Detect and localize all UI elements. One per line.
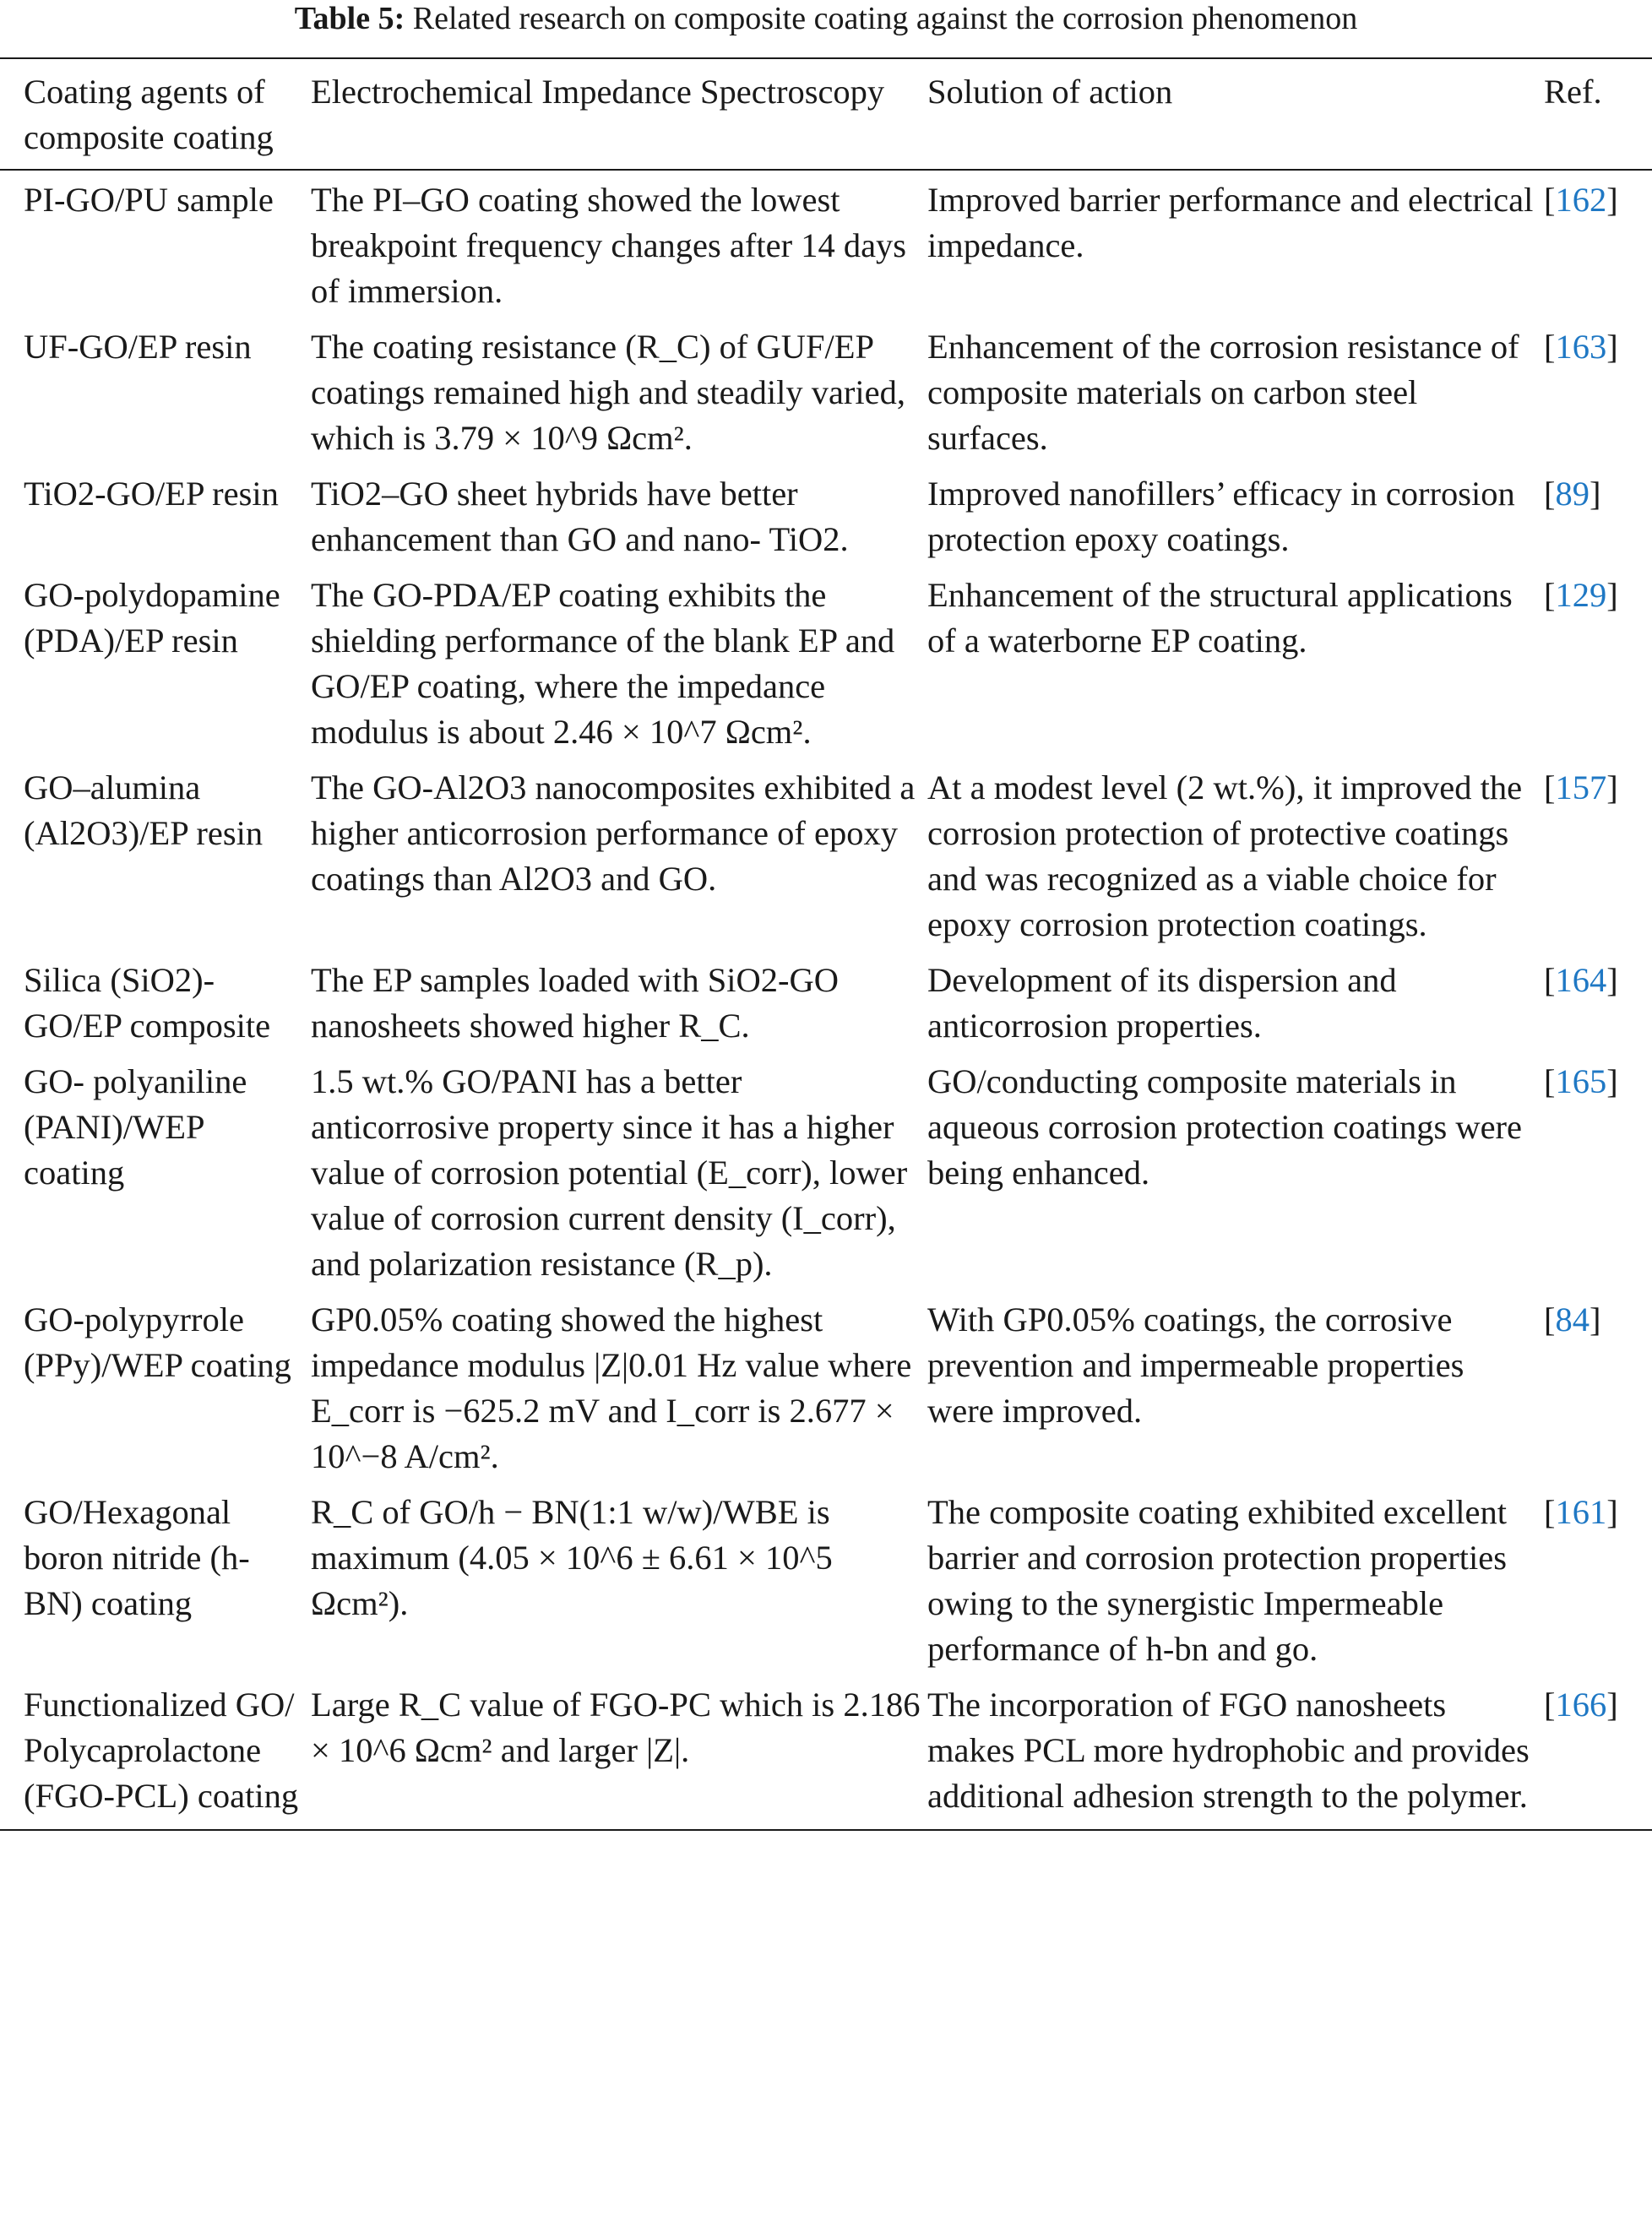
table-row xyxy=(0,765,1652,958)
cell-eis: The GO-PDA/EP coating exhibits the shielding performance of the blank EP and GO/EP coating, where the impedance modulus is about 2.46 × 10^7 Ωcm². xyxy=(311,576,895,751)
cell-eis: R_C of GO/h − BN(1:1 w/w)/WBE is maximum (4.05 × 10^6 ± 6.61 × 10^5 Ωcm²). xyxy=(311,1493,833,1622)
cell-ref: [164] xyxy=(1544,961,1618,999)
cell-solution: Enhancement of the corrosion resistance of composite materials on carbon steel surfaces. xyxy=(927,328,1519,457)
cell-eis: GP0.05% coating showed the highest impedance modulus |Z|0.01 Hz value where E_corr is −625.2 mV and I_corr is 2.677 × 10^−8 A/cm². xyxy=(311,1300,912,1475)
cell-ref: [89] xyxy=(1544,475,1601,513)
cell-solution: With GP0.05% coatings, the corrosive prevention and impermeable properties were improved. xyxy=(927,1300,1465,1430)
cell-solution: Enhancement of the structural applications of a waterborne EP coating. xyxy=(927,576,1513,660)
cell-ref: [161] xyxy=(1544,1493,1618,1531)
cell-coating: TiO2-GO/EP resin xyxy=(24,475,279,513)
cell-ref: [129] xyxy=(1544,576,1618,614)
cell-coating: GO–alumina (Al2O3)/EP resin xyxy=(24,768,264,852)
table-row xyxy=(0,170,1652,324)
cell-coating: GO- polyaniline (PANI)/WEP coating xyxy=(24,1062,247,1192)
header-ref: Ref. xyxy=(1544,73,1602,111)
table-container xyxy=(0,57,1652,1831)
cell-ref: [84] xyxy=(1544,1300,1601,1338)
reference-link[interactable]: 84 xyxy=(1555,1300,1590,1338)
cell-solution: At a modest level (2 wt.%), it improved the corrosion protection of protective coatings and was recognized as a viable choice for epoxy corrosion protection coatings. xyxy=(927,768,1523,943)
header-solution: Solution of action xyxy=(927,73,1173,111)
reference-link[interactable]: 164 xyxy=(1555,961,1607,999)
cell-ref: [162] xyxy=(1544,181,1618,219)
cell-solution: Improved barrier performance and electrical impedance. xyxy=(927,181,1534,264)
cell-solution: The incorporation of FGO nanosheets makes PCL more hydrophobic and provides additional adhesion strength to the polymer. xyxy=(927,1686,1530,1815)
cell-ref: [163] xyxy=(1544,328,1618,366)
table-row xyxy=(0,1059,1652,1297)
reference-link[interactable]: 89 xyxy=(1555,475,1590,513)
cell-solution: GO/conducting composite materials in aqueous corrosion protection coatings were being enhanced. xyxy=(927,1062,1523,1192)
cell-eis: 1.5 wt.% GO/PANI has a better anticorrosive property since it has a higher value of corrosion potential (E_corr), lower value of corrosion current density (I_corr), and polarization resistance (R_p). xyxy=(311,1062,908,1283)
table-row xyxy=(0,958,1652,1059)
table-caption-label: Table 5: xyxy=(294,1,405,36)
cell-eis: The PI–GO coating showed the lowest breakpoint frequency changes after 14 days of immersion. xyxy=(311,181,907,310)
reference-link[interactable]: 163 xyxy=(1555,328,1607,366)
header-coating-agents: Coating agents of composite coating xyxy=(24,73,274,156)
cell-eis: The EP samples loaded with SiO2-GO nanosheets showed higher R_C. xyxy=(311,961,840,1045)
corrosion-research-table xyxy=(0,57,1652,1831)
reference-link[interactable]: 162 xyxy=(1555,181,1607,219)
table-row xyxy=(0,1682,1652,1830)
table-row xyxy=(0,471,1652,573)
cell-coating: GO/Hexagonal boron nitride (h-BN) coating xyxy=(24,1493,250,1622)
cell-coating: UF-GO/EP resin xyxy=(24,328,252,366)
table-row xyxy=(0,1297,1652,1490)
cell-coating: GO-polypyrrole (PPy)/WEP coating xyxy=(24,1300,291,1384)
table-caption-text: Related research on composite coating against the corrosion phenomenon xyxy=(412,1,1358,36)
reference-link[interactable]: 165 xyxy=(1555,1062,1607,1100)
cell-solution: Improved nanofillers’ efficacy in corrosion protection epoxy coatings. xyxy=(927,475,1515,558)
reference-link[interactable]: 157 xyxy=(1555,768,1607,806)
cell-eis: The coating resistance (R_C) of GUF/EP coatings remained high and steadily varied, which is 3.79 × 10^9 Ωcm². xyxy=(311,328,906,457)
table-row xyxy=(0,573,1652,765)
cell-coating: Functionalized GO/ Polycaprolactone (FGO-PCL) coating xyxy=(24,1686,299,1815)
cell-coating: PI-GO/PU sample xyxy=(24,181,274,219)
reference-link[interactable]: 129 xyxy=(1555,576,1607,614)
cell-coating: GO-polydopamine (PDA)/EP resin xyxy=(24,576,280,660)
table-header-row xyxy=(0,58,1652,170)
cell-ref: [157] xyxy=(1544,768,1618,806)
cell-ref: [166] xyxy=(1544,1686,1618,1724)
cell-solution: The composite coating exhibited excellent barrier and corrosion protection properties owing to the synergistic Impermeable performance of h-bn and go. xyxy=(927,1493,1508,1668)
reference-link[interactable]: 166 xyxy=(1555,1686,1607,1724)
table-row xyxy=(0,324,1652,471)
cell-solution: Development of its dispersion and anticorrosion properties. xyxy=(927,961,1397,1045)
reference-link[interactable]: 161 xyxy=(1555,1493,1607,1531)
cell-eis: Large R_C value of FGO-PC which is 2.186 × 10^6 Ωcm² and larger |Z|. xyxy=(311,1686,921,1769)
table-row xyxy=(0,1490,1652,1682)
cell-eis: The GO-Al2O3 nanocomposites exhibited a higher anticorrosion performance of epoxy coatings than Al2O3 and GO. xyxy=(311,768,916,898)
header-eis: Electrochemical Impedance Spectroscopy xyxy=(311,73,885,111)
cell-eis: TiO2–GO sheet hybrids have better enhancement than GO and nano- TiO2. xyxy=(311,475,849,558)
cell-coating: Silica (SiO2)-GO/EP composite xyxy=(24,961,271,1045)
cell-ref: [165] xyxy=(1544,1062,1618,1100)
table-caption xyxy=(0,0,1652,37)
